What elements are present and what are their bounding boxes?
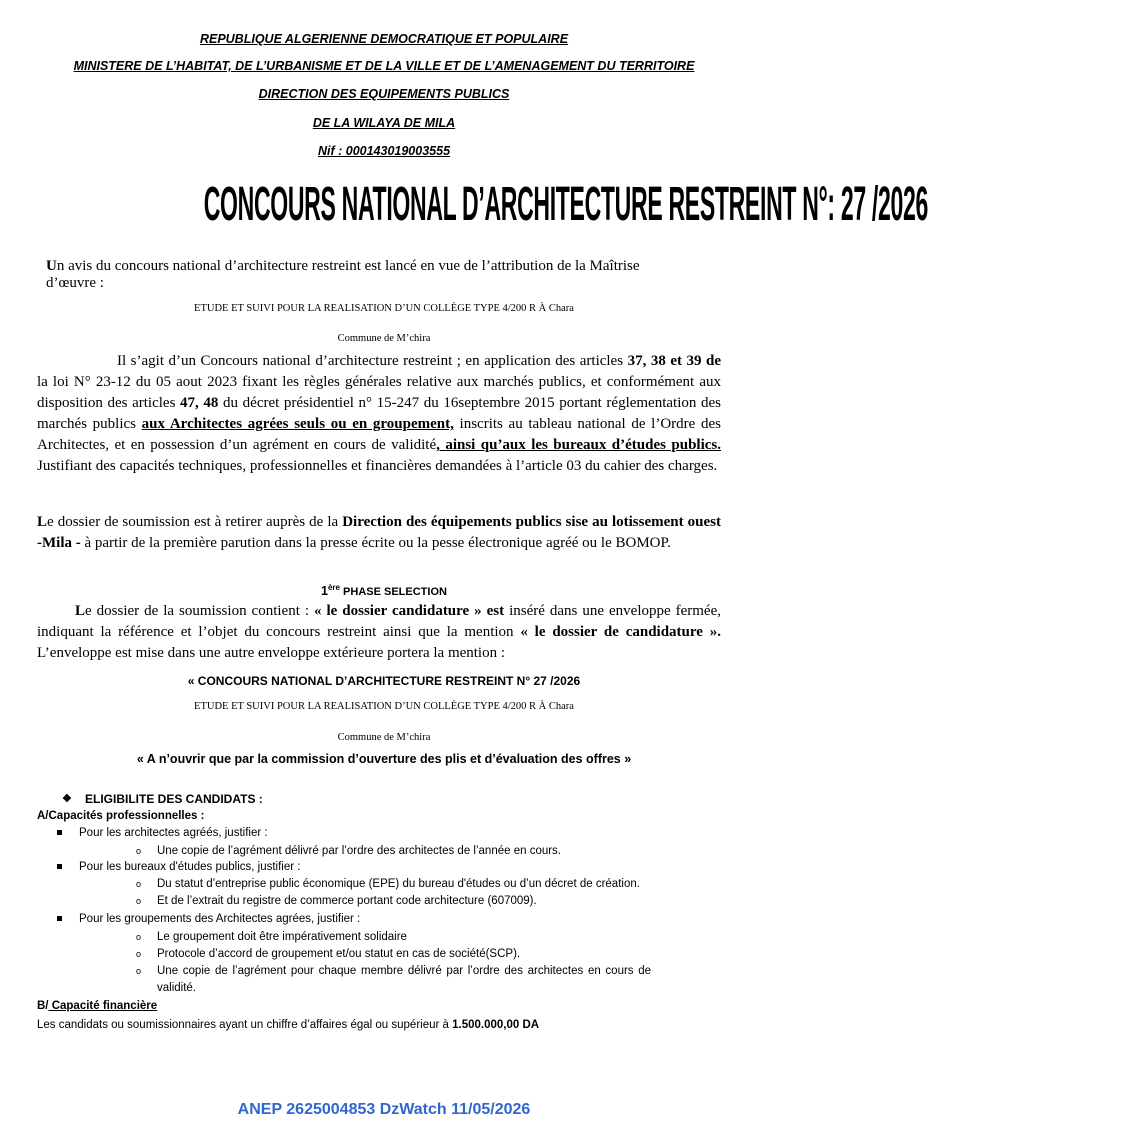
circle-bullet-icon: o xyxy=(136,896,142,906)
para1-i: Justifiant des capacités techniques, professionnelles et financières demandées à l’article 03 du cahier des charges. xyxy=(37,458,718,474)
project-commune: Commune de M’chira xyxy=(337,333,431,344)
para2-a: e dossier de soumission est à retirer auprès de la xyxy=(47,514,343,530)
square-bullet-icon xyxy=(57,830,62,835)
circle-bullet-icon: o xyxy=(136,846,142,856)
eligibility-heading: ELIGIBILITE DES CANDIDATS : xyxy=(85,792,263,806)
para2-dropcap: L xyxy=(37,514,48,530)
para3-dropcap: L xyxy=(75,603,86,619)
para3-mention: « le dossier de candidature ». xyxy=(520,624,721,640)
square-bullet-icon xyxy=(57,864,62,869)
header-direction: DIRECTION DES EQUIPEMENTS PUBLICS xyxy=(258,87,510,101)
mention-commune: Commune de M’chira xyxy=(337,732,431,743)
circle-bullet-icon: o xyxy=(136,966,142,976)
mention-title: « CONCOURS NATIONAL D’ARCHITECTURE RESTREINT N° 27 /2026 xyxy=(187,674,581,688)
circle-bullet-icon: o xyxy=(136,932,142,942)
document-title-text: CONCOURS NATIONAL D’ARCHITECTURE RESTREINT N°: 27 /2026 xyxy=(203,175,928,231)
circle-bullet-icon: o xyxy=(136,949,142,959)
para3-c: inséré dans une enveloppe fermée, indiquant la référence et l’objet du concours restreint ainsi que la mention xyxy=(37,603,722,640)
bureaux-item-2: Et de l’extrait du registre de commerce portant code architecture (607009). xyxy=(157,895,537,907)
para1-articles: 37, 38 et 39 de xyxy=(627,353,721,369)
mention-project: ETUDE ET SUIVI POUR LA REALISATION D’UN COLLÈGE TYPE 4/200 R À Chara xyxy=(194,701,574,712)
para-envelope xyxy=(37,601,721,664)
para-withdrawal xyxy=(37,512,721,554)
para1-a: Il s’agit d’un Concours national d’architecture restreint ; en application des articles xyxy=(117,353,628,369)
para1-g: inscrits au tableau national de l’Ordre des Architectes, et en possession d’un agrément en cours de validité xyxy=(37,416,721,453)
header-wilaya: DE LA WILAYA DE MILA xyxy=(312,116,456,130)
phase-label: PHASE SELECTION xyxy=(340,586,447,599)
footer-reference: ANEP 2625004853 DzWatch 11/05/2026 xyxy=(237,1101,531,1118)
mention-notice: « A n’ouvrir que par la commission d’ouverture des plis et d’évaluation des offres » xyxy=(136,752,632,766)
phase-sup: ère xyxy=(327,583,340,592)
bureaux-item-1: Du statut d’entreprise public économique (EPE) du bureau d'études ou d’un décret de création. xyxy=(157,878,640,890)
intro-text-1: n avis du concours national d’architecture restreint est lancé en vue de l’attribution de la Maîtrise xyxy=(56,258,640,274)
square-bullet-icon xyxy=(57,916,62,921)
circle-bullet-icon: o xyxy=(136,879,142,889)
b-amount: 1.500.000,00 DA xyxy=(452,1019,540,1031)
groupements-item-1: Le groupement doit être impérativement solidaire xyxy=(157,931,407,943)
groupements-item-3: Une copie de l’agrément pour chaque membre délivré par l’ordre des architectes en cours de xyxy=(157,965,652,977)
group-groupements: Pour les groupements des Architectes agrées, justifier : xyxy=(79,913,361,925)
header-nif: Nif : 000143019003555 xyxy=(317,144,451,158)
para1-architects: aux Architectes agrées seuls ou en groupement, xyxy=(141,416,454,432)
para1-bureaux: , ainsi qu’aux les bureaux d’études publics. xyxy=(436,437,721,453)
groupements-item-2: Protocole d’accord de groupement et/ou statut en cas de société(SCP). xyxy=(157,948,521,960)
para2-direction: Direction des équipements publics sise au lotissement ouest -Mila - xyxy=(37,514,721,551)
para3-e: L’enveloppe est mise dans une autre enveloppe extérieure portera la mention : xyxy=(37,645,506,661)
header-ministry: MINISTERE DE L’HABITAT, DE L’URBANISME ET DE LA VILLE ET DE L’AMENAGEMENT DU TERRITOIRE xyxy=(73,59,695,73)
group-bureaux: Pour les bureaux d'études publics, justifier : xyxy=(79,861,301,873)
capacite-financiere-text xyxy=(37,1017,539,1033)
para3-dossier: « le dossier candidature » est xyxy=(313,603,505,619)
para1-c: la loi N° 23-12 du 05 aout 2023 fixant les règles générales relative aux marchés publics, et conformément aux disposition des articles xyxy=(37,374,721,411)
project-line: ETUDE ET SUIVI POUR LA REALISATION D’UN COLLÈGE TYPE 4/200 R À Chara xyxy=(194,303,574,314)
phase-number: 1 xyxy=(321,584,328,599)
para3-a: e dossier de la soumission contient : xyxy=(85,603,314,619)
b-title: Capacité financière xyxy=(48,1000,158,1012)
capacites-professionnelles-title: A/Capacités professionnelles : xyxy=(37,810,205,822)
capacite-financiere-title xyxy=(37,998,157,1014)
para2-c: à partir de la première parution dans la presse écrite ou la pesse électronique agréé ou le BOMOP. xyxy=(80,535,671,551)
para-legal-basis xyxy=(37,351,721,477)
architects-item-1: Une copie de l’agrément délivré par l’ordre des architectes de l’année en cours. xyxy=(157,845,562,857)
document-title xyxy=(0,175,928,232)
diamond-bullet-icon: ❖ xyxy=(62,793,72,805)
groupements-item-3-cont: validité. xyxy=(157,982,196,994)
intro-dropcap: U xyxy=(46,258,57,274)
group-architects: Pour les architectes agréés, justifier : xyxy=(79,827,268,839)
b-prefix: B/ xyxy=(37,1000,49,1012)
para1-articles-decree: 47, 48 xyxy=(180,395,219,411)
header-republic: REPUBLIQUE ALGERIENNE DEMOCRATIQUE ET POPULAIRE xyxy=(199,32,569,46)
phase-heading xyxy=(0,580,768,600)
para1-e: du décret présidentiel n° 15-247 du 16septembre 2015 portant réglementation des marchés publics xyxy=(37,395,722,432)
intro-text-2: d’œuvre : xyxy=(46,275,104,291)
b-text: Les candidats ou soumissionnaires ayant un chiffre d’affaires égal ou supérieur à xyxy=(37,1019,453,1031)
